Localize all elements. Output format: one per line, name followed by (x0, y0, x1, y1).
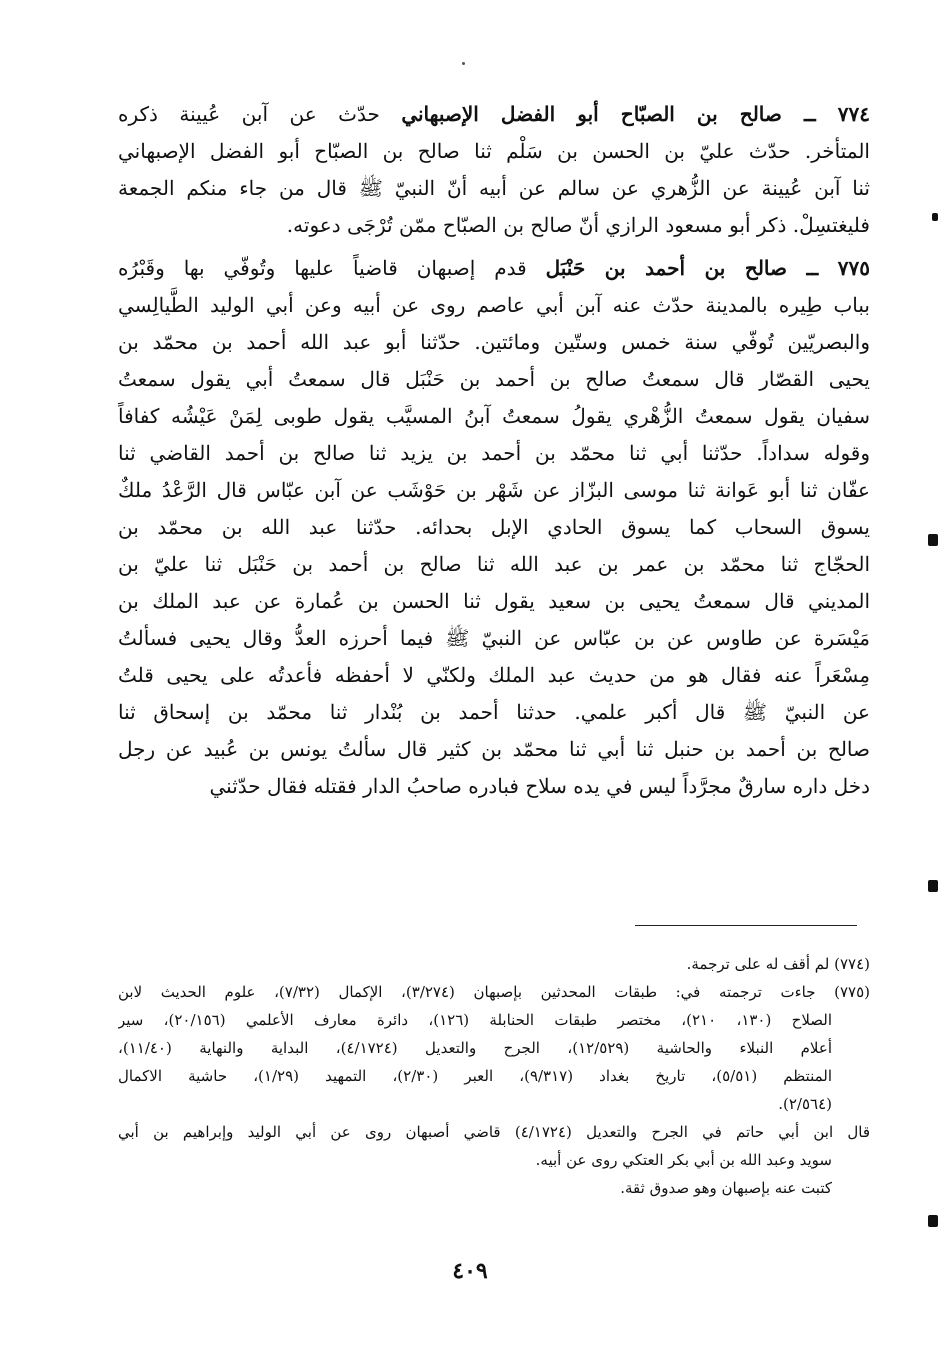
text-line (118, 657, 870, 694)
entry-heading: ٧٧٤ ــ صالح بن الصبّاح أبو الفضل الإصبهاني (401, 102, 870, 126)
text-line (118, 694, 870, 731)
footnote-separator (635, 925, 857, 926)
text-line (118, 324, 870, 361)
text-line (118, 250, 870, 287)
line-text: يحيى القصّار قال سمعتُ صالح بن أحمد بن حَنْبَل قال سمعتُ أبي يقول سمعتُ (118, 367, 870, 391)
line-text: ثنا آبن عُيينة عن الزُّهري عن سالم عن أبيه أنّ النبيّ ﷺ قال من جاء منكم الجمعة (118, 176, 870, 200)
biography-entry (118, 96, 870, 244)
line-text: يسوق السحاب كما يسوق الحادي الإبل بحدائه. حدّثنا عبد الله بن محمّد بن (118, 515, 870, 539)
biography-entry (118, 250, 870, 805)
text-line (118, 287, 870, 324)
line-text: مَيْسَرة عن طاوس عن بن عبّاس عن النبيّ ﷺ فيما أحرزه العدُّ وقال يحيى فسألتُ (118, 626, 870, 650)
footnote-line: سويد وعبد الله بن أبي بكر العتكي روى عن أبيه. (535, 1151, 832, 1169)
main-text (118, 96, 870, 811)
text-line (118, 546, 870, 583)
text-line (118, 731, 870, 768)
line-text: دخل داره سارقٌ مجرَّداً ليس في يده سلاح فبادره صاحبُ الدار فقتله فقال حدّثني (209, 774, 870, 798)
margin-mark (932, 213, 938, 221)
line-text: عن النبيّ ﷺ قال أكبر علمي. حدثنا أحمد بن بُنْدار ثنا محمّد بن إسحاق ثنا (118, 700, 870, 724)
text-line (118, 96, 870, 133)
text-line (118, 435, 870, 472)
text-line (118, 620, 870, 657)
footnote-line: (٢/٥٦٤). (778, 1095, 832, 1113)
page-number: ٤٠٩ (452, 1258, 488, 1284)
line-text: حدّث عن آبن عُيينة ذكره (118, 102, 402, 126)
footnote-line: (٧٧٥) جاءت ترجمته في: طبقات المحدثين بإصبهان (٣/٢٧٤)، الإكمال (٧/٣٢)، علوم الحديث لابن (118, 983, 870, 1001)
line-text: صالح بن أحمد بن حنبل ثنا أبي ثنا محمّد بن كثير قال سألتُ يونس بن عُبيد عن رجل (118, 737, 870, 761)
text-line (118, 133, 870, 170)
line-text: فليغتسِلْ. ذكر أبو مسعود الرازي أنّ صالح بن الصبّاح ممّن تُرْجَى دعوته. (286, 213, 870, 237)
text-line (118, 207, 870, 244)
text-line (118, 583, 870, 620)
margin-mark (928, 880, 938, 892)
line-text: المتأخر. حدّث عليّ بن الحسن بن سَلْم ثنا صالح بن الصبّاح أبو الفضل الإصبهاني (118, 139, 870, 163)
line-text: المديني قال سمعتُ يحيى بن سعيد يقول ثنا الحسن بن عُمارة عن عبد الملك بن (118, 589, 870, 613)
footnote-line: قال ابن أبي حاتم في الجرح والتعديل (٤/١٧٢٤) قاضي أصبهان روى عن أبي الوليد وإبراهيم بن أبي (118, 1123, 870, 1141)
footnote-line: كتبت عنه بإصبهان وهو صدوق ثقة. (620, 1179, 832, 1197)
text-line (118, 398, 870, 435)
line-text: سفيان يقول سمعتُ الزُّهْري يقولُ سمعتُ آبنُ المسيَّب يقول طوبى لِمَنْ عَيْشُه كفافاً (118, 404, 870, 428)
entry-heading: ٧٧٥ ــ صالح بن أحمد بن حَنْبَل (545, 256, 870, 280)
line-text: مِسْعَراً عنه فقال هو من حديث عبد الملك ولكنّي لا أحفظه فأعدتُه على يحيى قلتُ (118, 663, 870, 687)
text-line (118, 509, 870, 546)
margin-mark (928, 534, 938, 546)
text-line (118, 361, 870, 398)
margin-mark (928, 1215, 938, 1227)
footnote-line: أعلام النبلاء والحاشية (١٢/٥٢٩)، الجرح والتعديل (٤/١٧٢٤)، البداية والنهاية (١١/٤٠)، (118, 1039, 832, 1057)
line-text: بباب طِيره بالمدينة حدّث عنه آبن أبي عاصم روى عن أبيه وعن أبي الوليد الطَّيالِسي (118, 293, 870, 317)
text-line (118, 170, 870, 207)
line-text: عفّان ثنا أبو عَوانة ثنا موسى البزّاز عن شَهْر بن حَوْشَب عن آبن عبّاس قال الرَّعْدُ ملكٌ (118, 478, 870, 502)
text-line (118, 768, 870, 805)
line-text: والبصريّين تُوفّي سنة خمس وستّين ومائتين. حدّثنا أبو عبد الله أحمد بن محمّد بن (118, 330, 870, 354)
footnote-line: (٧٧٤) لم أقف له على ترجمة. (686, 955, 870, 973)
footnotes (118, 950, 870, 1202)
footnote-line: المنتظم (٥/٥١)، تاريخ بغداد (٩/٣١٧)، العبر (٢/٣٠)، التمهيد (١/٢٩)، حاشية الاكمال (118, 1067, 833, 1085)
line-text: وقوله سداداً. حدّثنا أبي ثنا محمّد بن أحمد بن يزيد ثنا صالح بن أحمد القاضي ثنا (118, 441, 870, 465)
text-line (118, 472, 870, 509)
line-text: قدم إصبهان قاضياً عليها وتُوفّي بها وقَبْرُه (118, 256, 546, 280)
scan-speck (462, 62, 465, 65)
footnote-line: الصلاح (١٣٠، ٢١٠)، مختصر طبقات الحنابلة (١٢٦)، دائرة معارف الأعلمي (٢٠/١٥٦)، سير (118, 1011, 833, 1029)
line-text: الحجّاج ثنا محمّد بن عمر بن عبد الله ثنا صالح بن أحمد بن حَنْبَل ثنا عليّ بن (118, 552, 870, 576)
